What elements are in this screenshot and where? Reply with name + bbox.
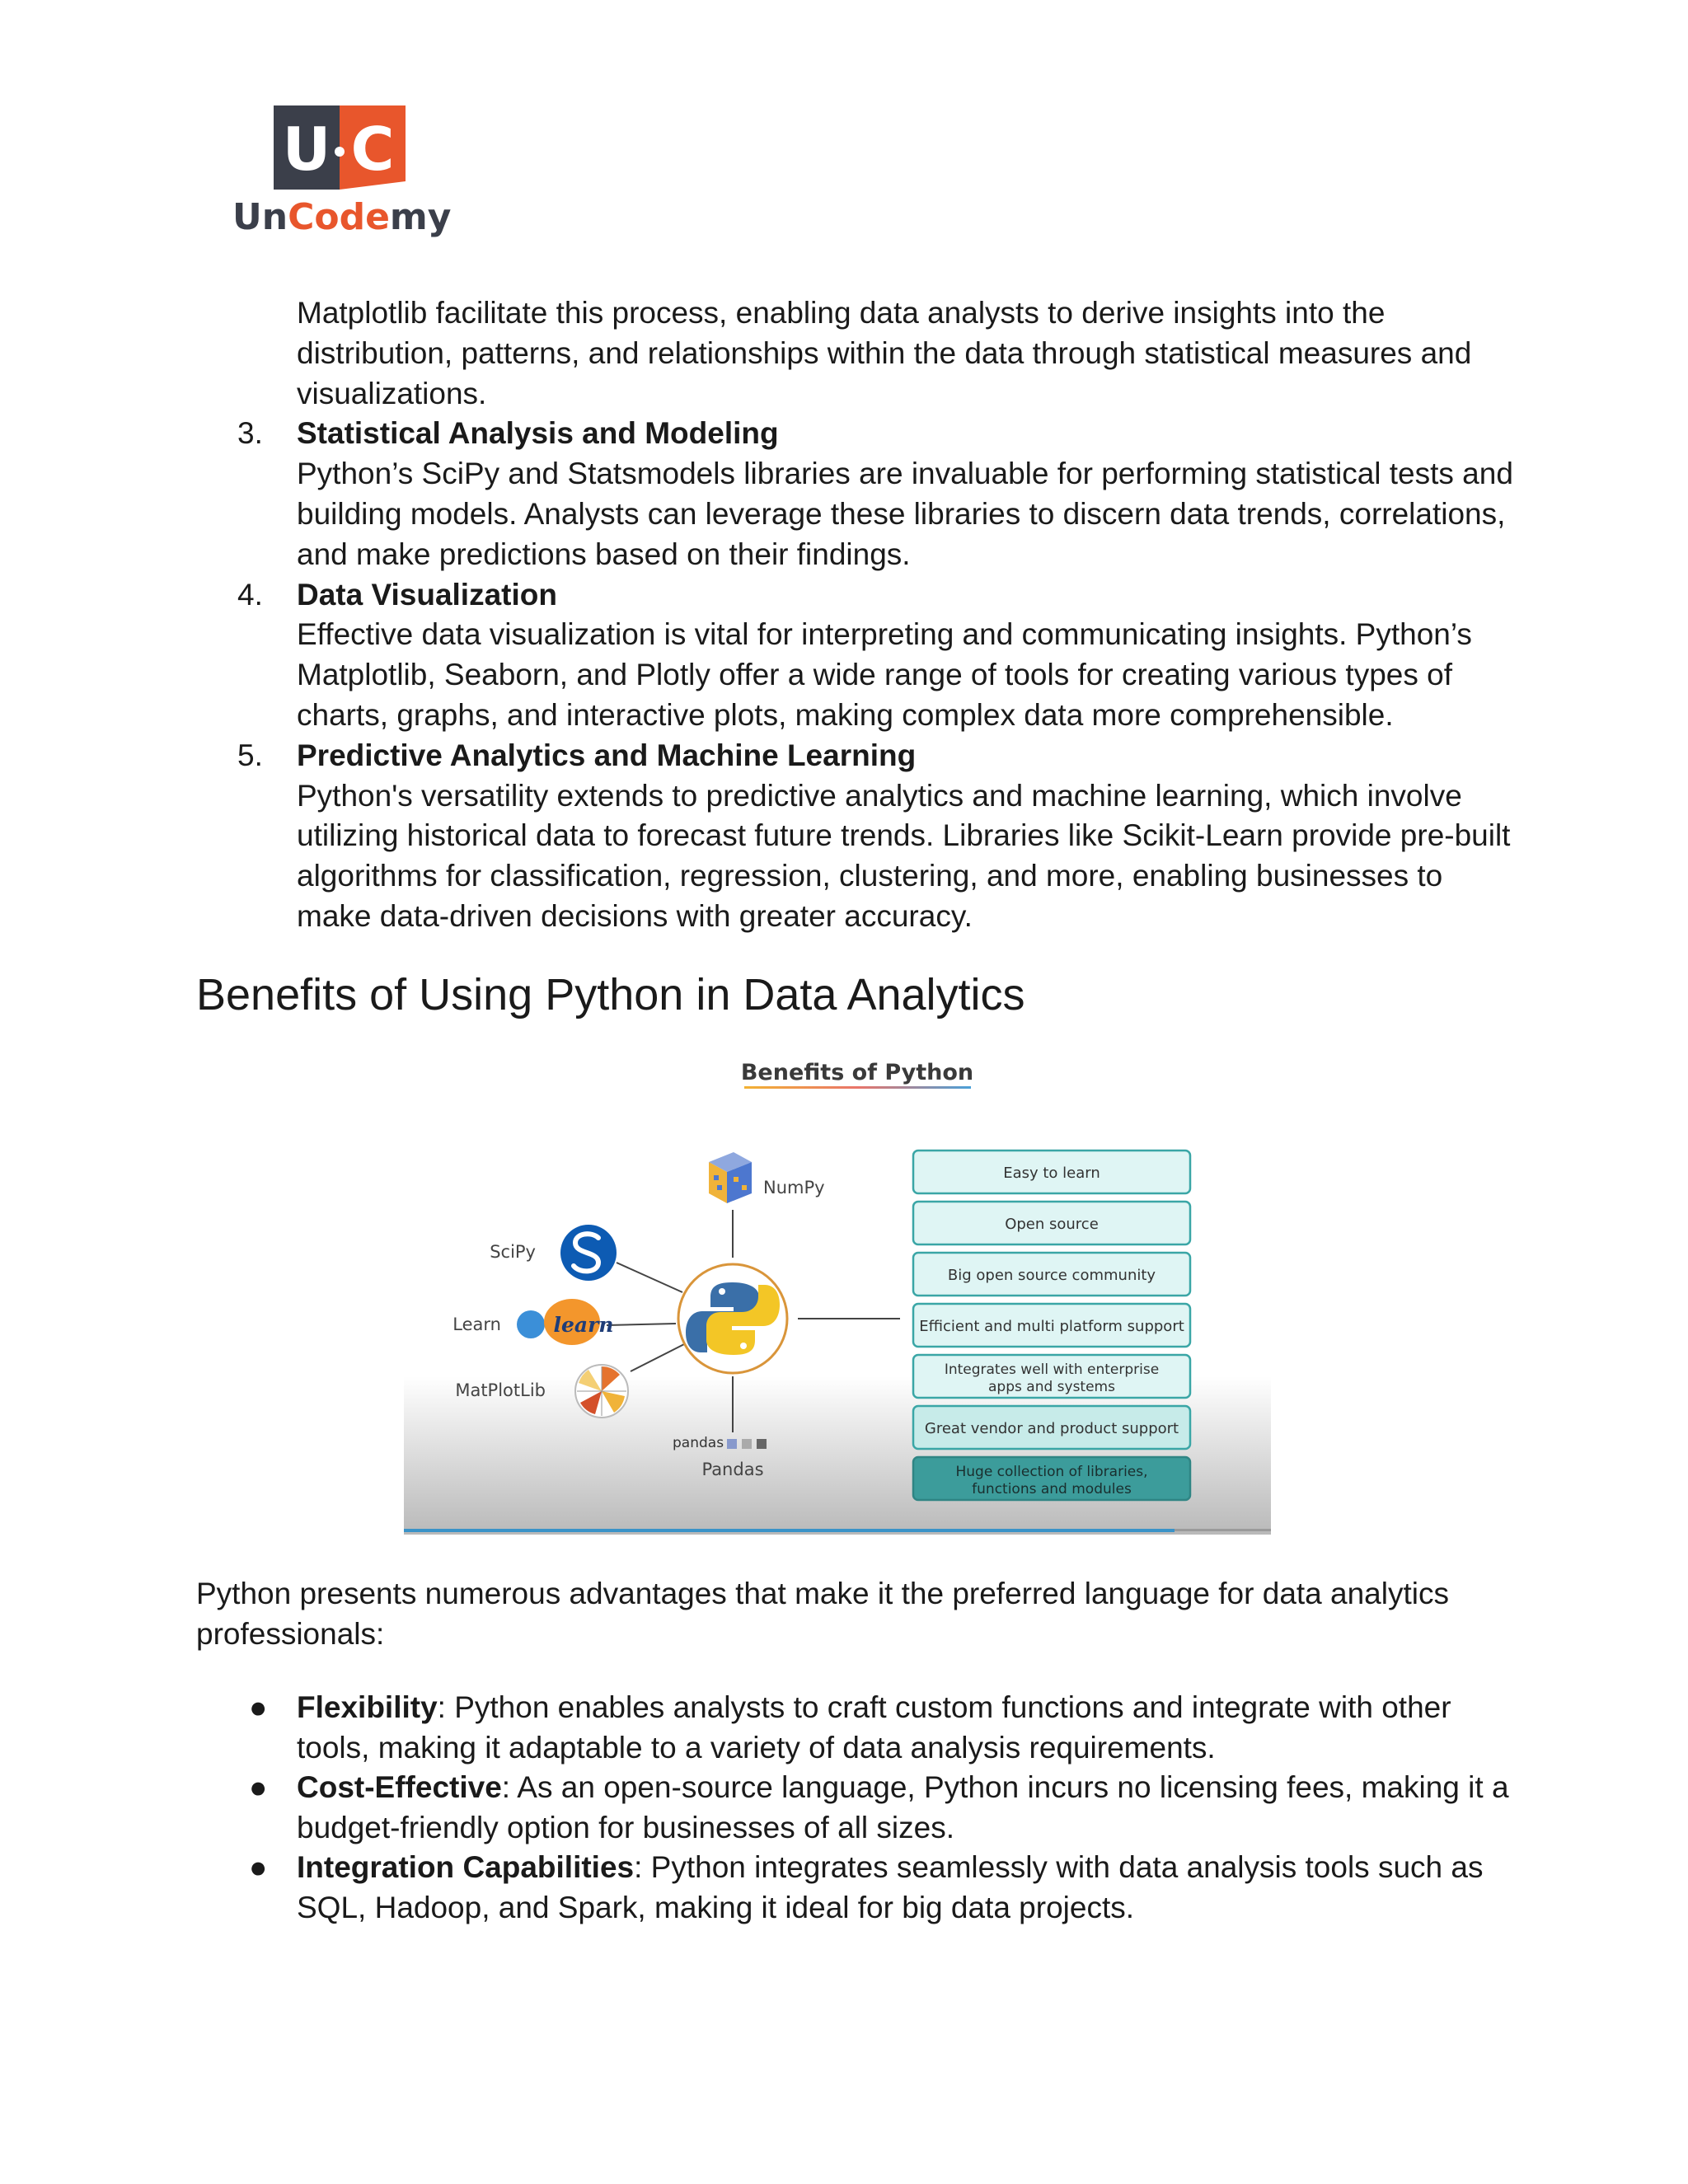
benefit-label: Big open source community [947,1267,1156,1284]
list-number: 5. [237,738,263,772]
continuation-paragraph: Matplotlib facilitate this process, enabling data analysts to derive insights into the distribution, patterns, and relationships within the data through statistical measures and visualizations. [297,296,1472,410]
matplotlib-label: MatPlotLib [455,1380,546,1400]
list-item-text: Python’s SciPy and Statsmodels libraries are invaluable for performing statistical tests and building models. Analysts can leverage these libraries to discern data trends, correlations, and make predictions based on their findings. [297,457,1513,571]
badge-letter-u: U [282,115,331,184]
figure-title: Benefits of Python [740,1060,974,1085]
list-number: 4. [237,577,263,612]
benefit-box [913,1151,1190,1193]
bullet-item [237,1848,1523,1928]
list-item [237,414,1523,574]
benefit-label: Great vendor and product support [924,1420,1179,1437]
list-item-title: Data Visualization [297,577,557,612]
benefit-box [913,1253,1190,1296]
bullet-text: : As an open-source language, Python incurs no licensing fees, making it a budget-friendly option for businesses of all sizes. [297,1770,1509,1844]
benefits-bullet-list [237,1688,1523,1928]
learn-label: Learn [452,1315,501,1334]
list-item-title: Statistical Analysis and Modeling [297,416,779,451]
benefit-label-line1: Huge collection of libraries, [955,1464,1148,1480]
pandas-small-label: pandas [673,1435,724,1451]
bullet-term: Integration Capabilities [297,1850,635,1884]
benefit-box [913,1406,1190,1449]
benefit-box [913,1202,1190,1244]
numbered-list-section [237,293,1523,937]
uncodemy-badge-icon [274,105,406,190]
bullet-icon: ● [249,1770,268,1804]
matplotlib-icon [575,1365,628,1418]
numpy-label: NumPy [763,1178,825,1197]
section-heading: Benefits of Using Python in Data Analytics [196,970,1025,1019]
list-item-text: Effective data visualization is vital for interpreting and communicating insights. Python’s Matplotlib, Seaborn, and Plotly offer a wide range of tools for creating various types of charts, graphs, and interactive plots, making complex data more comprehensible. [297,617,1472,732]
benefit-label: Open source [1005,1216,1099,1233]
pandas-icon [727,1439,767,1449]
scipy-label: SciPy [490,1242,536,1262]
benefit-label: Easy to learn [1003,1165,1100,1182]
benefits-diagram [404,1047,1271,1535]
numpy-icon [709,1152,752,1203]
bullet-text: : Python integrates seamlessly with data analysis tools such as SQL, Hadoop, and Spark, making it ideal for big data projects. [297,1850,1484,1924]
list-item [237,575,1523,736]
bullet-text: : Python enables analysts to craft custom functions and integrate with other tools, making it adaptable to a variety of data analysis requirements. [297,1690,1451,1765]
scikit-learn-icon [517,1299,613,1345]
bullet-icon: ● [249,1850,268,1884]
benefit-label-line2: functions and modules [972,1481,1132,1497]
benefit-box [913,1457,1190,1500]
python-logo-icon [678,1264,787,1373]
benefit-label-line2: apps and systems [988,1379,1115,1395]
uncodemy-wordmark: UnCodemy [232,196,452,238]
benefits-of-python-figure [404,1047,1271,1535]
bullet-item [237,1768,1523,1848]
benefit-box [913,1304,1190,1347]
intro-paragraph: Python presents numerous advantages that make it the preferred language for data analytics professionals: [196,1577,1449,1651]
bullet-icon: ● [249,1690,268,1724]
badge-letter-c: C [350,115,395,184]
bullet-term: Cost-Effective [297,1770,502,1804]
list-number: 3. [237,416,263,451]
list-item-title: Predictive Analytics and Machine Learning [297,738,917,772]
benefit-label: Efficient and multi platform support [919,1318,1184,1335]
numbered-list [237,414,1523,936]
pandas-label: Pandas [701,1460,764,1479]
list-item-text: Python's versatility extends to predictive analytics and machine learning, which involve utilizing historical data to forecast future trends. Libraries like Scikit-Learn provide pre-built algorithms for classification, regression, clustering, and more, enabling businesses to make data-driven decisions with greater accuracy. [297,778,1511,933]
benefit-box [913,1355,1190,1398]
bullet-item [237,1688,1523,1768]
benefit-label-line1: Integrates well with enterprise [944,1361,1160,1378]
learn-logo-text: learn [553,1313,614,1337]
list-item [237,736,1523,937]
uncodemy-logo [232,105,452,238]
bullet-term: Flexibility [297,1690,438,1724]
